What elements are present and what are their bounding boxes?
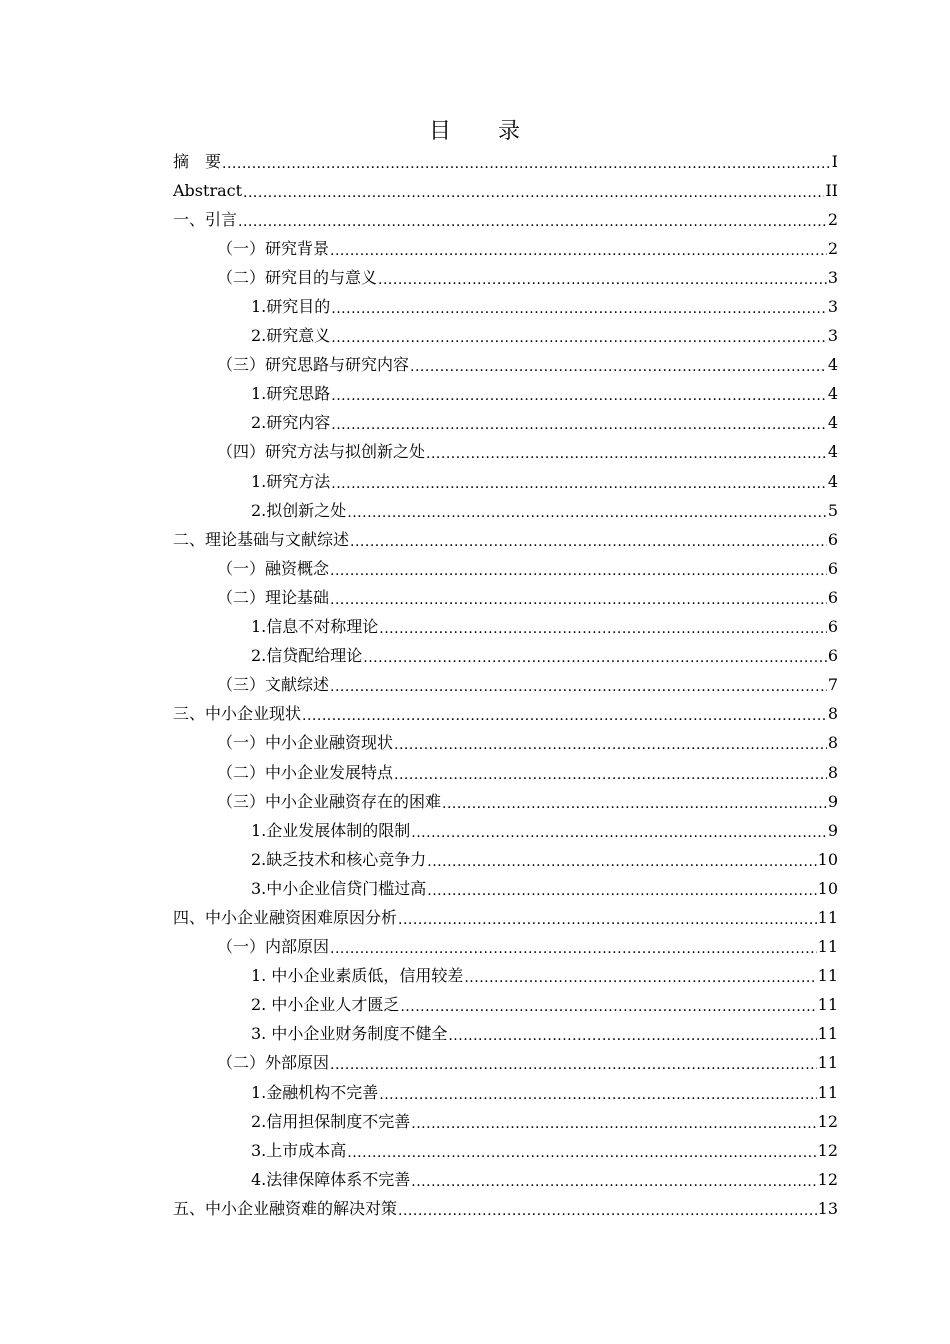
toc-entry-label: 2.拟创新之处 [251, 500, 347, 520]
toc-entry-label: （四）研究方法与拟创新之处 [217, 442, 426, 462]
toc-entry-label: 1.研究思路 [251, 384, 331, 404]
toc-entry-page-number: 8 [827, 733, 838, 753]
toc-entry-page-number: 6 [827, 617, 838, 637]
toc-entry[interactable] [173, 1194, 838, 1223]
toc-entry-page-number: 11 [817, 995, 838, 1015]
toc-entry[interactable] [173, 933, 838, 962]
toc-entry-label: 五、中小企业融资难的解决对策 [173, 1198, 398, 1218]
toc-entry[interactable] [173, 176, 838, 205]
dot-leader [394, 763, 827, 783]
dot-leader [330, 588, 827, 608]
toc-entry[interactable] [173, 525, 838, 554]
toc-entry[interactable] [173, 671, 838, 700]
toc-entry-label: Abstract [173, 180, 243, 200]
dot-leader [379, 617, 827, 637]
toc-entry[interactable] [173, 874, 838, 903]
dot-leader [331, 413, 827, 433]
toc-entry-page-number: 6 [827, 558, 838, 578]
toc-entry[interactable] [173, 787, 838, 816]
toc-entry-page-number: 9 [827, 820, 838, 840]
dot-leader [427, 879, 816, 899]
toc-entry-label: （一）中小企业融资现状 [217, 733, 394, 753]
toc-entry-label: 2.缺乏技术和核心竞争力 [251, 849, 427, 869]
toc-entry-label: 1.研究目的 [251, 297, 331, 317]
toc-entry[interactable] [173, 903, 838, 932]
toc-entry-label: （一）融资概念 [217, 558, 330, 578]
toc-entry[interactable] [173, 613, 838, 642]
toc-entry[interactable] [173, 147, 838, 176]
toc-entry-page-number: 2 [827, 209, 838, 229]
toc-entry-label: 1.金融机构不完善 [251, 1082, 379, 1102]
toc-entry-label: 2.信贷配给理论 [251, 646, 363, 666]
dot-leader [330, 937, 817, 957]
dot-leader [398, 1199, 817, 1219]
toc-entry-page-number: 12 [817, 1169, 838, 1189]
dot-leader [238, 210, 827, 230]
toc-entry-label: 一、引言 [173, 209, 238, 229]
dot-leader [347, 501, 827, 521]
toc-entry-page-number: 8 [827, 762, 838, 782]
toc-entry-page-number: 4 [827, 471, 838, 491]
toc-entry[interactable] [173, 1136, 838, 1165]
toc-entry-label: （一）内部原因 [217, 937, 330, 957]
toc-entry-label: 2. 中小企业人才匮乏 [251, 995, 400, 1015]
dot-leader [464, 966, 816, 986]
toc-entry[interactable] [173, 1020, 838, 1049]
toc-entry[interactable] [173, 642, 838, 671]
toc-entry-label: 3.中小企业信贷门槛过高 [251, 878, 427, 898]
toc-entry-label: 四、中小企业融资困难原因分析 [173, 907, 398, 927]
toc-entry-label: （二）中小企业发展特点 [217, 762, 394, 782]
dot-leader [448, 1024, 816, 1044]
dot-leader [243, 181, 824, 201]
dot-leader [379, 1083, 816, 1103]
toc-entry[interactable] [173, 1049, 838, 1078]
toc-entry-page-number: 12 [817, 1111, 838, 1131]
toc-entry-page-number: 11 [817, 937, 838, 957]
toc-entry-page-number: 3 [827, 267, 838, 287]
toc-entry[interactable] [173, 438, 838, 467]
dot-leader [426, 442, 827, 462]
toc-entry-page-number: 7 [827, 675, 838, 695]
toc-entry[interactable] [173, 322, 838, 351]
toc-entry[interactable] [173, 700, 838, 729]
toc-entry[interactable] [173, 205, 838, 234]
toc-entry-page-number: 6 [827, 646, 838, 666]
toc-entry[interactable] [173, 816, 838, 845]
toc-entry-page-number: 13 [817, 1198, 838, 1218]
toc-entry-label: 4.法律保障体系不完善 [251, 1169, 411, 1189]
toc-entry[interactable] [173, 1078, 838, 1107]
toc-entry-page-number: 4 [827, 413, 838, 433]
toc-entry-label: 三、中小企业现状 [173, 704, 302, 724]
toc-entry-page-number: I [831, 151, 838, 171]
toc-entry-label: （三）研究思路与研究内容 [217, 355, 410, 375]
dot-leader [330, 1053, 817, 1073]
dot-leader [411, 821, 827, 841]
dot-leader [330, 559, 827, 579]
dot-leader [398, 908, 817, 928]
toc-entry-label: 2.研究内容 [251, 413, 331, 433]
toc-entry-label: （二）理论基础 [217, 587, 330, 607]
dot-leader [378, 268, 827, 288]
toc-entry[interactable] [173, 962, 838, 991]
dot-leader [331, 472, 827, 492]
toc-entry-page-number: 4 [827, 384, 838, 404]
dot-leader [222, 152, 831, 172]
dot-leader [400, 995, 816, 1015]
dot-leader [347, 1141, 816, 1161]
toc-entry-page-number: 8 [827, 704, 838, 724]
toc-entry-page-number: 3 [827, 326, 838, 346]
toc-entry[interactable] [173, 758, 838, 787]
toc-entry-page-number: 10 [817, 849, 838, 869]
toc-entry-page-number: 6 [827, 529, 838, 549]
toc-entry[interactable] [173, 991, 838, 1020]
toc-entry[interactable] [173, 729, 838, 758]
toc-entry-page-number: 2 [827, 238, 838, 258]
toc-entry[interactable] [173, 496, 838, 525]
toc-entry-page-number: 11 [817, 1082, 838, 1102]
toc-entry-page-number: 6 [827, 587, 838, 607]
toc-entry-page-number: 9 [827, 791, 838, 811]
dot-leader [331, 297, 827, 317]
dot-leader [427, 850, 816, 870]
toc-entry-label: 1.企业发展体制的限制 [251, 820, 411, 840]
dot-leader [411, 1112, 816, 1132]
toc-entry[interactable] [173, 409, 838, 438]
dot-leader [363, 646, 827, 666]
toc-entry-page-number: 11 [817, 1053, 838, 1073]
toc-entry[interactable] [173, 351, 838, 380]
toc-entry-page-number: 4 [827, 355, 838, 375]
toc-entry[interactable] [173, 1165, 838, 1194]
toc-entry[interactable] [173, 1107, 838, 1136]
toc-entry-label: 2.信用担保制度不完善 [251, 1111, 411, 1131]
toc-entry-label: （一）研究背景 [217, 238, 330, 258]
toc-entry[interactable] [173, 380, 838, 409]
toc-entry-page-number: 12 [817, 1140, 838, 1160]
toc-entry-label: （二）外部原因 [217, 1053, 330, 1073]
dot-leader [394, 733, 827, 753]
toc-entry-label: 1.信息不对称理论 [251, 617, 379, 637]
toc-entry-page-number: II [825, 180, 838, 200]
toc-entry-page-number: 11 [817, 907, 838, 927]
dot-leader [331, 326, 827, 346]
dot-leader [410, 355, 827, 375]
toc-entry[interactable] [173, 583, 838, 612]
toc-entry-label: （三）中小企业融资存在的困难 [217, 791, 442, 811]
dot-leader [442, 792, 827, 812]
dot-leader [350, 530, 827, 550]
dot-leader [330, 675, 827, 695]
toc-entry-label: 二、理论基础与文献综述 [173, 529, 350, 549]
toc-entry[interactable] [173, 845, 838, 874]
toc-entry-label: 1. 中小企业素质低，信用较差 [251, 966, 464, 986]
dot-leader [331, 384, 827, 404]
toc-entry[interactable] [173, 554, 838, 583]
toc-entry[interactable] [173, 467, 838, 496]
toc-entry[interactable] [173, 234, 838, 263]
toc-entry[interactable] [173, 263, 838, 292]
toc-entry[interactable] [173, 292, 838, 321]
toc-entry-page-number: 3 [827, 297, 838, 317]
dot-leader [302, 704, 827, 724]
toc-entry-page-number: 5 [827, 500, 838, 520]
toc-entry-page-number: 11 [817, 1024, 838, 1044]
toc-title-right: 录 [498, 119, 522, 144]
toc-entry-label: 3.上市成本高 [251, 1140, 347, 1160]
toc-entry-label: 3. 中小企业财务制度不健全 [251, 1024, 448, 1044]
toc-entry-label: 2.研究意义 [251, 326, 331, 346]
toc-entry-label: 摘 要 [173, 151, 222, 171]
toc-entry-label: （二）研究目的与意义 [217, 267, 378, 287]
toc-entry-page-number: 11 [817, 966, 838, 986]
toc-entry-page-number: 10 [817, 878, 838, 898]
dot-leader [411, 1170, 816, 1190]
toc-entry-page-number: 4 [827, 442, 838, 462]
table-of-contents [173, 147, 838, 1223]
toc-title [0, 116, 950, 148]
toc-title-left: 目 [428, 119, 452, 144]
toc-entry-label: （三）文献综述 [217, 675, 330, 695]
dot-leader [330, 239, 827, 259]
toc-entry-label: 1.研究方法 [251, 471, 331, 491]
